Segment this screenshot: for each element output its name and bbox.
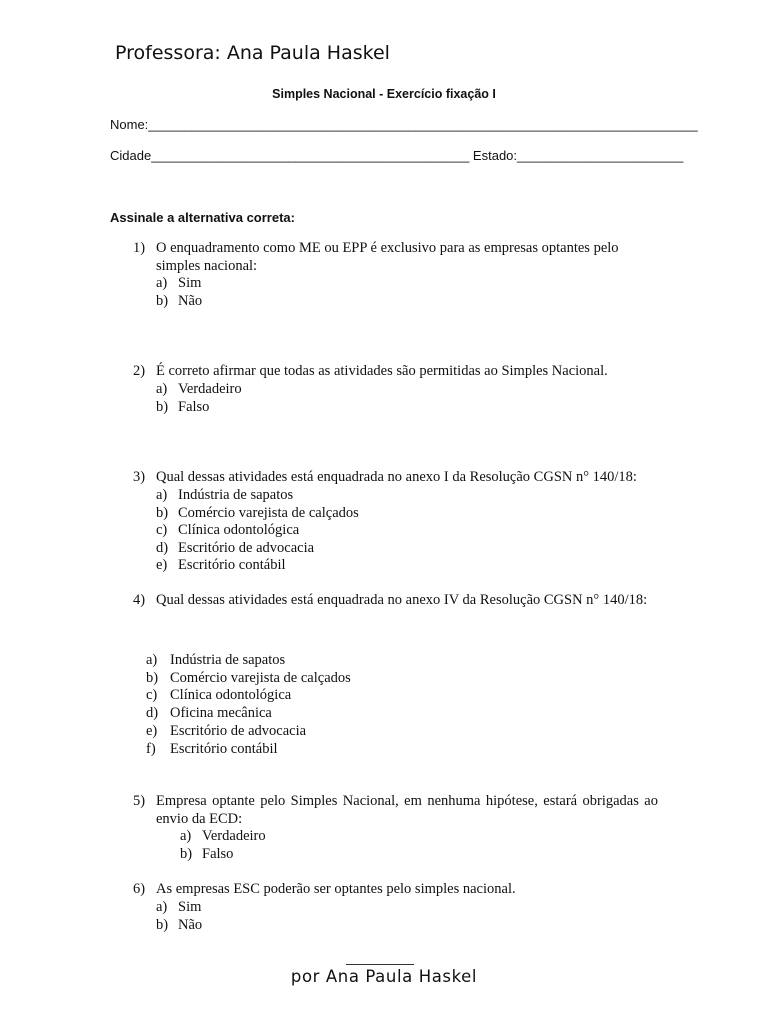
option-text: Falso <box>202 846 234 862</box>
option-letter: e) <box>146 723 158 739</box>
option <box>146 705 272 723</box>
question-text: Qual dessas atividades está enquadrada no anexo IV da Resolução CGSN n° 140/18: <box>156 592 648 608</box>
option-letter: b) <box>180 846 193 862</box>
option <box>156 275 201 293</box>
option <box>156 540 314 558</box>
option-text: Não <box>178 917 203 933</box>
option-letter: b) <box>156 917 169 933</box>
option-text: Escritório contábil <box>170 741 278 757</box>
option-text: Verdadeiro <box>178 381 242 397</box>
option <box>156 917 202 935</box>
option <box>180 828 266 846</box>
question-number: 4) <box>133 592 146 608</box>
option-text: Comércio varejista de calçados <box>178 505 359 521</box>
option-letter: b) <box>156 399 169 415</box>
option-text: Sim <box>178 275 202 291</box>
question-number: 2) <box>133 363 146 379</box>
option-letter: b) <box>156 505 169 521</box>
option <box>156 557 286 575</box>
question-number: 3) <box>133 469 146 485</box>
name-field-line: Nome:____________________________________________________________________________ <box>110 117 698 132</box>
option-letter: a) <box>146 652 158 668</box>
option <box>146 652 285 670</box>
option-text: Oficina mecânica <box>170 705 272 721</box>
city-state-field-line: Cidade____________________________________________ Estado:_______________________ <box>110 148 684 163</box>
option-letter: a) <box>156 487 168 503</box>
question-text: Empresa optante pelo Simples Nacional, em nenhuma hipótese, estará obrigadas ao envio da ECD: <box>156 793 658 827</box>
option-text: Escritório de advocacia <box>170 723 307 739</box>
option <box>180 846 233 864</box>
option-text: Verdadeiro <box>202 828 266 844</box>
option-letter: e) <box>156 557 168 573</box>
option-letter: a) <box>156 381 168 397</box>
option <box>146 741 278 759</box>
option <box>156 399 209 417</box>
document-title: Simples Nacional - Exercício fixação I <box>272 87 496 101</box>
footer-rule <box>346 964 414 965</box>
option-letter: c) <box>156 522 168 538</box>
option <box>146 687 291 705</box>
question-number: 5) <box>133 793 146 809</box>
option <box>156 899 201 917</box>
option-letter: b) <box>146 670 159 686</box>
question-number: 1) <box>133 240 146 256</box>
question-text: As empresas ESC poderão ser optantes pelo simples nacional. <box>156 881 516 897</box>
option-letter: b) <box>156 293 169 309</box>
question-text: É correto afirmar que todas as atividades são permitidas ao Simples Nacional. <box>156 363 608 379</box>
option-text: Clínica odontológica <box>170 687 292 703</box>
option <box>156 505 359 523</box>
option-text: Comércio varejista de calçados <box>170 670 351 686</box>
option <box>156 487 293 505</box>
question-text: O enquadramento como ME ou EPP é exclusivo para as empresas optantes pelo simples nacional: <box>156 240 619 274</box>
option-letter: a) <box>156 899 168 915</box>
option-letter: f) <box>146 741 156 757</box>
option-text: Indústria de sapatos <box>170 652 286 668</box>
option <box>156 293 202 311</box>
option-letter: a) <box>180 828 192 844</box>
option-text: Sim <box>178 899 202 915</box>
option-text: Clínica odontológica <box>178 522 300 538</box>
option-letter: c) <box>146 687 158 703</box>
option-letter: a) <box>156 275 168 291</box>
footer-author: por Ana Paula Haskel <box>290 967 478 986</box>
question-text: Qual dessas atividades está enquadrada no anexo I da Resolução CGSN n° 140/18: <box>156 469 637 485</box>
option <box>156 522 299 540</box>
option-text: Não <box>178 293 203 309</box>
teacher-name: Professora: Ana Paula Haskel <box>115 42 390 64</box>
option-text: Indústria de sapatos <box>178 487 294 503</box>
option-text: Escritório contábil <box>178 557 286 573</box>
option-text: Falso <box>178 399 210 415</box>
option <box>146 723 306 741</box>
option-text: Escritório de advocacia <box>178 540 315 556</box>
option <box>146 670 351 688</box>
instruction-heading: Assinale a alternativa correta: <box>110 210 295 225</box>
question-number: 6) <box>133 881 146 897</box>
option-letter: d) <box>146 705 159 721</box>
option-letter: d) <box>156 540 169 556</box>
option <box>156 381 242 399</box>
